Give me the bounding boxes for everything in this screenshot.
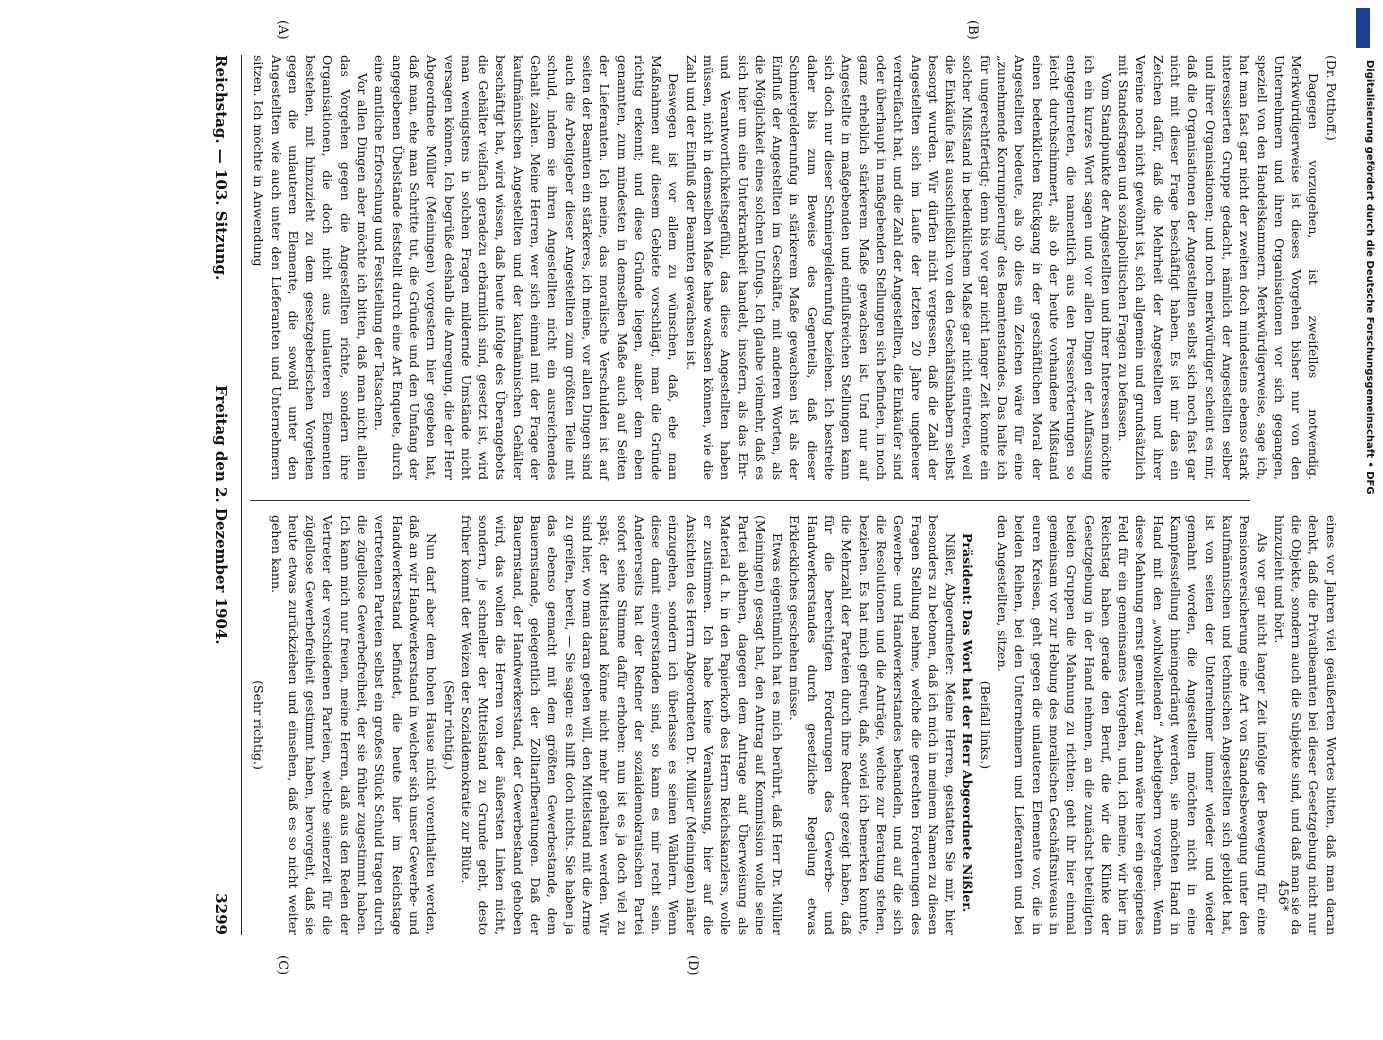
left-column [250, 55, 1339, 480]
paragraph: Vor allen Dingen aber möchte ich bitten, daß man nicht allein das Vorgehen gegen die Angestellten richte, sondern ihre Organisationen, die doch nicht aus unlauteren Elementen bestehen, mit hinzuzieht zu dem gesetzgeberischen Vorgehen gegen die unlauteren Elemente, die sowohl unter den Angestellten wie auch unter den Lieferanten und Unternehmern sitzen. Ich möchte in Anwendung [251, 55, 371, 480]
paragraph: Als vor gar nicht langer Zeit infolge der Bewegung für eine Pensionsversicherung eine Art von Standesbewegung unter den kaufmännischen und technischen Angestellten sich gebildet hat, ist von seiten der Unternehmer immer wieder und wieder gemahnt worden, die Angestellten möchten nicht in eine Kampfesstellung hineingedrängt werden, sie möchten Hand in Hand mit den „wohlwollenden“ Arbeitgebern vorgehen. Wenn diese Mahnung ernst gemeint war, dann wäre hier ein geeignetes Feld für ein gemeinsames Vorgehen, und, ich meine, wir hier im Reichstag haben gerade den Beruf, die wir die Klinke der Gesetzgebung in der Hand nehmen, an die zunächst beteiligten beiden Gruppen die Mahnung zu richten: geht ihr hier einmal gemeinsam vor zur Hebung des moralischen Geschäftsniveaus in euren Kreisen, geht gegen die unlauteren Elemente vor, die in beiden Reihen, bei den Unternehmern und Lieferanten und bei den Angestellten, sitzen. [995, 515, 1270, 935]
paragraph: Vom Standpunkte der Angestellten und ihrer Interessen möchte ich ein kurzes Wort sagen und vor allen Dingen der Auffassung entgegentreten, die namentlich aus den Presserörterungen so leicht durchschimmert, als ob der heute vorhandene Mißstand einen bedenklichen Rückgang in der geschäftlichen Moral der Angestellten bedeute, als ob dies ein Zeichen wäre für eine „zunehmende Korrumpierung“ des Beamtenstandes. Das halte ich für ungerechtfertigt; denn bis vor gar nicht langer Zeit konnte ein solcher Mißstand in bedenklichem Maße gar nicht eintreten, weil die Einkäufe fast ausschließlich von den Geschäftsinhabern selbst besorgt wurden. Wir dürfen nicht vergessen, daß die Zahl der Angestellten sich im Laufe der letzten 20 Jahre ungeheuer verdreifacht hat, und die Zahl der Angestellten, die Einkäufer sind oder überhaupt in maßgebenden Stellungen sich befinden, in noch ganz erheblich stärkerem Maße gewachsen ist. Und nur auf Angestellte in maßgebenden und einflußreichen Stellungen kann sich doch nur dieser Schmiergelderunfug beziehen. Ich bestreite daher bis zum Beweise des Gegenteils, daß dieser Schmiergelderunfug in stärkerem Maße gewachsen ist als der Einfluß der Angestellten im Geschäfte, mit anderen Worten, als die Möglichkeit eines solchen Unfugs. Ich glaube vielmehr, daß es sich hier um eine Unterkrankheit handelt, insofern, als das Ehr- und Verantwortlichkeitsgefühl, das diese Angestellten haben müssen, nicht in demselben Maße habe wachsen können, wie die Zahl und der Einfluß der Beamten gewachsen ist. [683, 55, 1114, 480]
paragraph: Deswegen ist vor allem zu wünschen, daß, ehe man Maßnahmen auf diesem Gebiete vorschlägt, man die Gründe richtig erkennt; und diese Gründe liegen, außer dem eben genannten, zum mindesten in demselben Maße auch auf Seiten der Lieferanten. Ich meine, das moralische Verschulden ist auf seiten der Beamten ein stärkeres, ich meine, vor allen Dingen sind auch die Arbeitgeber dieser Angestellten zum größten Teile mit schuld, indem sie ihren Angestellten nicht ein ausreichendes Gehalt zahlen. Meine Herren, wer sich einmal mit der Frage der kaufmännischen Angestellten und der kaufmännischen Gehälter beschäftigt hat, wird wissen, daß heute infolge des Überangebots die Gehälter vielfach geradezu erbärmlich sind, gesetzt ist, wird man wenigstens in solchen Fragen mildernde Umstände nicht versagen können. Ich begrüße deshalb die Anregung, die der Herr Abgeordnete Müller (Meiningen) vorgestern hier gegeben hat, daß man, ehe man Schritte tut, die Gründe und den Umfang der angegebenen Übelstände feststellt durch eine Art Enquete, durch eine amtliche Erforschung und Feststellung der Tatsachen. [372, 55, 682, 480]
margin-mark-d: (D) [685, 955, 700, 976]
interjection: (Beifall links.) [977, 680, 993, 770]
president-line: Präsident: Das Wort hat der Herr Abgeordnete Nißler. [960, 533, 976, 913]
margin-mark-b: (B) [965, 20, 980, 40]
signature-mark: 456* [1275, 880, 1290, 912]
header-rule [241, 55, 242, 935]
paragraph: Nißler, Abgeordneter: Meine Herren, gestatten Sie mir, hier besonders zu betonen, daß ich mich in meinem Namen zu diesen Fragen Stellung nehme, welche die gerechten Forderungen des Gewerbe- und Handwerkerstandes behandeln, und auf die sich die Resolutionen und die Anträge, welche zur Beratung stehen, beziehen. Es hat mich gefreut, daß, soviel ich bemerken konnte, die Mehrzahl der Parteien durch ihre Redner gezeigt haben, daß für die berechtigten Forderungen des Gewerbe- und Handwerkerstandes durch gesetzliche Regelung etwas Erkleckliches geschehen müsse. [787, 515, 959, 935]
paragraph: Etwas eigentümlich hat es mich berührt, daß Herr Dr. Müller (Meiningen) gesagt hat, den Antrag auf Kommission wolle seine Partei ablehnen, dagegen dem Antrage auf Überweisung als Material d. h. in den Papierkorb des Herrn Reichskanzlers, wolle er zustimmen. Ich habe keine Veranlassung, hier auf die Ansichten des Herrn Abgeordneten Dr. Müller (Meiningen) näher einzugehen, sondern ich überlasse es seinen Wählern. Wenn diese damit einverstanden sind, so kann es mir recht sein. Andererseits hat der Redner der sozialdemokratischen Partei sofort seine Stimme dafür erhoben: nun ist es ja doch viel zu spät; der Mittelstand könne nicht mehr gehalten werden. Wir sind hier, wo man daran gehen will, den Mittelstand mit die Arme zu greifen, bereit, — Sie sagen: es hilft doch nichts. Sie haben ja das ebenso gemacht mit dem größten Gewerbestande, dem Bauernstande, gelegentlich der Zolltarifberatungen. Daß der Bauernstand, der Handwerkerstand, der Gewerbestand gehoben wird, das wollen die Herren von der äußersten Linken nicht, sondern, je schneller der Mittelstand zu Grunde geht, desto früher kommt der Weizen der Sozialdemokratie zur Blüte. [458, 515, 786, 935]
margin-mark-a: (A) [275, 20, 290, 40]
margin-mark-c: (C) [275, 955, 290, 976]
interjection: (Sehr richtig.) [441, 680, 457, 770]
column-divider [250, 500, 1250, 501]
sidebar-strip [1355, 10, 1375, 990]
paragraph: Dagegen vorzugehen, ist zweifellos notwendig. Merkwürdigerweise ist dieses Vorgehen bisher nur von den Unternehmern und ihren Organisationen vor sich gegangen, speziell von den Handelskammern. Merkwürdigerweise, sage ich, hat man fast gar nicht der zweiten doch mindestens ebenso stark interessierten Gruppe gedacht, nämlich der Angestellten selber und ihrer Organisationen; und noch merkwürdiger scheint es mir, daß die Organisationen der Angestellten selbst sich noch fast gar nicht mit dieser Frage beschäftigt haben. Es ist mir das ein Zeichen dafür, daß die Mehrheit der Angestellten und ihrer Vereine noch nicht gewöhnt ist, sich allgemein und grundsätzlich mit Standesfragen und sozialpolitischen Fragen zu befassen. [1116, 55, 1322, 480]
speaker-note: (Dr. Potthoff.) [1323, 55, 1339, 141]
page-number: 3299 [212, 893, 230, 935]
paragraph: eines vor Jahren viel geäußerten Wortes bitten, daß man daran denkt, daß die Privatbeamten bei dieser Gesetzgebung nicht nur die Objekte, sondern auch die Subjekte sind, und daß man sie da hinzuzieht und hört. [1271, 515, 1339, 935]
paragraph: Nun darf aber dem hohen Hause nicht vorenthalten werden, daß an wir Handwerkerstand in welcher sich unser Gewerbe- und Handwerkerstand befindet, die heute hier im Reichstage vertretenen Parteien selbst ein großes Stück Schuld tragen durch die zügellose Gewerbefreiheit, der sie früher zugestimmt haben. Ich kann mich nur freuen, meine Herren, daß aus den Reden der Vertreter der verschiedenen Parteien, welche seinerzeit für die zügellose Gewerbefreiheit gestimmt haben, hervorgeht, daß sie heute etwas zurückziehen und einsehen, daß es so nicht weiter gehen kann. [268, 515, 440, 935]
header-center: Freitag den 2. Dezember 1904. [212, 385, 230, 645]
page-header [204, 55, 230, 935]
header-left: Reichstag. — 103. Sitzung. [212, 55, 230, 281]
sidebar-text: Digitalisierung gefördert durch die Deutsche Forschungsgemeinschaft • DFG [1364, 60, 1375, 495]
interjection: (Sehr richtig.) [251, 680, 267, 770]
rotated-page [30, 0, 1339, 1000]
